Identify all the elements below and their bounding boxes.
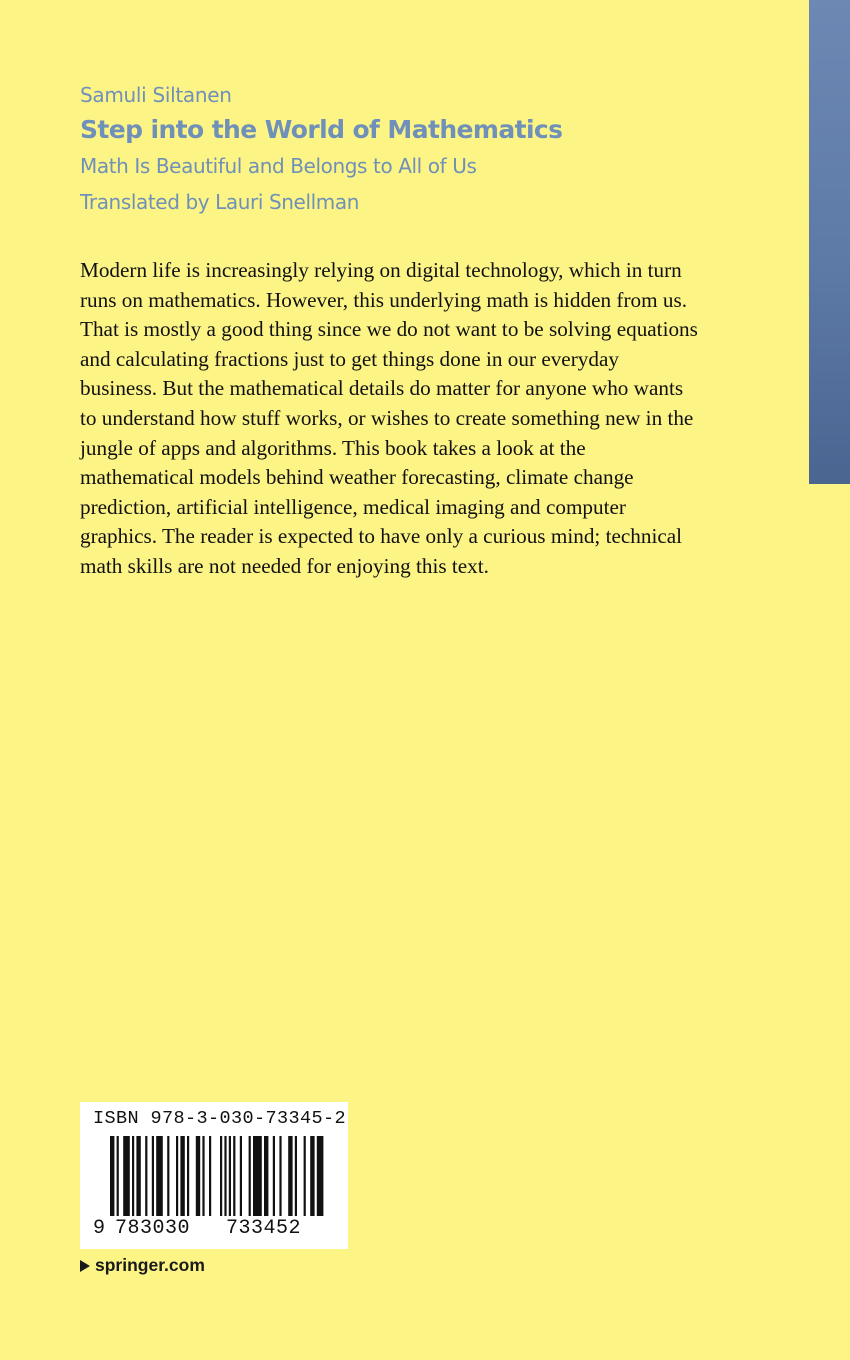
barcode-bar xyxy=(167,1136,169,1216)
header-block xyxy=(80,80,720,220)
barcode-bar xyxy=(310,1136,314,1216)
book-description: Modern life is increasingly relying on digital technology, which in turn runs on mathematics. However, this underlying math is hidden from us. That is mostly a good thing since we do not want to be solving equations and calculating fractions just to get things done in our everyday business. But the mathematical details do matter for anyone who wants to understand how stuff works, or wishes to create something new in the jungle of apps and algorithms. This book takes a look at the mathematical models behind weather forecasting, climate change prediction, artificial intelligence, medical imaging and computer graphics. The reader is expected to have only a curious mind; technical math skills are not needed for enjoying this text. xyxy=(80,258,698,578)
barcode-bar xyxy=(209,1136,211,1216)
triangle-arrow-icon xyxy=(80,1260,90,1272)
author-name: Samuli Siltanen xyxy=(80,83,232,107)
barcode-bar xyxy=(288,1136,292,1216)
barcode-bar xyxy=(240,1136,242,1216)
publisher-url: springer.com xyxy=(95,1255,205,1275)
barcode-bar xyxy=(156,1136,163,1216)
barcode-bar xyxy=(249,1136,251,1216)
book-title: Step into the World of Mathematics xyxy=(80,115,563,144)
barcode-bar xyxy=(273,1136,275,1216)
barcode-bar xyxy=(220,1136,222,1216)
barcode-bar xyxy=(279,1136,281,1216)
barcode-digit-first: 9 xyxy=(93,1217,106,1240)
barcode-bar xyxy=(117,1136,119,1216)
barcode-bar xyxy=(110,1136,114,1216)
barcode-bar xyxy=(145,1136,147,1216)
spine-color-bar xyxy=(809,0,850,484)
barcode-bar xyxy=(196,1136,200,1216)
translator-credit: Translated by Lauri Snellman xyxy=(80,190,359,214)
barcode-bar xyxy=(229,1136,231,1216)
barcode-bar xyxy=(136,1136,140,1216)
barcode-bar xyxy=(132,1136,134,1216)
barcode-bar xyxy=(180,1136,184,1216)
isbn-barcode xyxy=(80,1102,348,1249)
publisher-link[interactable] xyxy=(80,1255,205,1276)
book-subtitle: Math Is Beautiful and Belongs to All of Us xyxy=(80,154,477,178)
barcode-bar xyxy=(317,1136,324,1216)
barcode-bar xyxy=(295,1136,297,1216)
barcode-bar xyxy=(202,1136,204,1216)
barcode-bar xyxy=(304,1136,306,1216)
barcode-bar xyxy=(123,1136,130,1216)
barcode-bar xyxy=(152,1136,154,1216)
barcode-digits-right: 733452 xyxy=(226,1217,302,1240)
barcode-bar xyxy=(176,1136,178,1216)
barcode-bar xyxy=(253,1136,262,1216)
barcode-bar xyxy=(187,1136,189,1216)
isbn-label: ISBN 978-3-030-73345-2 xyxy=(93,1108,347,1129)
barcode-digits-left: 783030 xyxy=(115,1217,191,1240)
barcode-bar xyxy=(224,1136,226,1216)
barcode-bar xyxy=(233,1136,235,1216)
barcode-bar xyxy=(264,1136,268,1216)
